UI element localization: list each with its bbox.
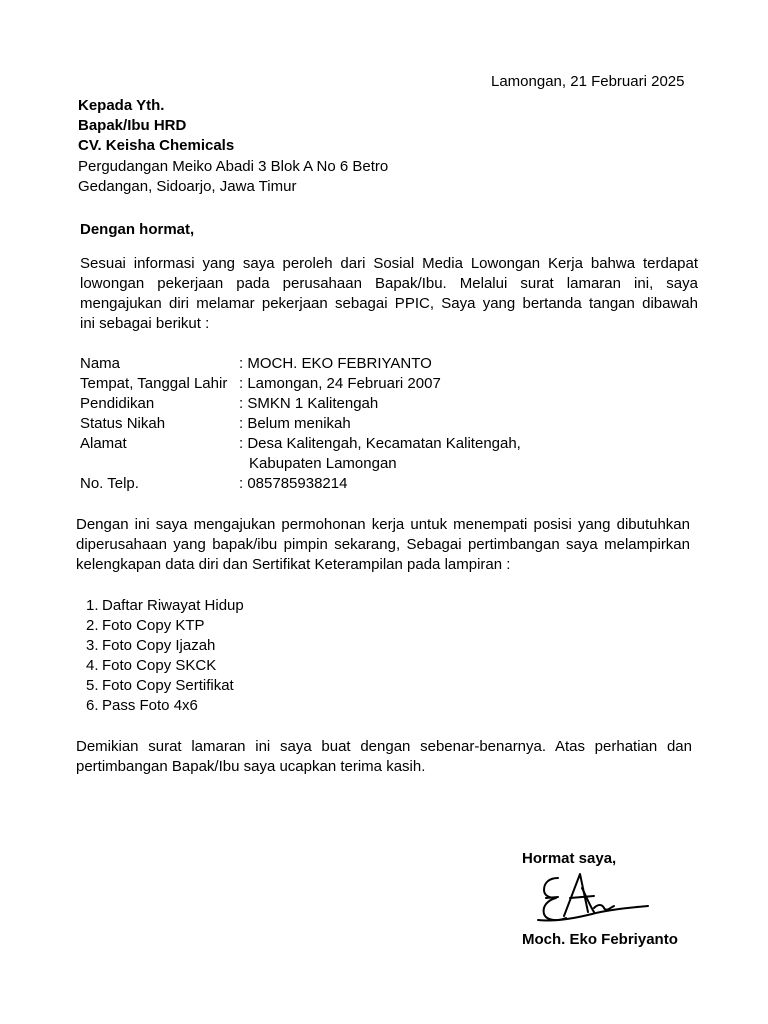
application-line-3: kelengkapan data diri dan Sertifikat Keterampilan pada lampiran : — [76, 556, 511, 573]
intro-line-2: lowongan pekerjaan pada perusahaan Bapak/Ibu. Melalui surat lamaran ini, saya — [80, 275, 698, 292]
place-date: Lamongan, 21 Februari 2025 — [491, 73, 685, 90]
signer-name: Moch. Eko Febriyanto — [522, 931, 678, 948]
list-number: 6. — [86, 697, 99, 714]
list-text: Pass Foto 4x6 — [102, 697, 198, 714]
list-number: 4. — [86, 657, 99, 674]
info-value: : SMKN 1 Kalitengah — [239, 395, 379, 412]
info-label: Alamat — [80, 435, 127, 452]
info-label: Tempat, Tanggal Lahir — [80, 375, 228, 392]
list-text: Daftar Riwayat Hidup — [102, 597, 244, 614]
application-line-1: Dengan ini saya mengajukan permohonan kerja untuk menempati posisi yang dibutuhkan — [76, 516, 690, 533]
recipient-line1: Kepada Yth. — [78, 97, 165, 114]
info-value: : 085785938214 — [239, 475, 348, 492]
list-text: Foto Copy Sertifikat — [102, 677, 234, 694]
closing-line-1: Demikian surat lamaran ini saya buat dengan sebenar-benarnya. Atas perhatian dan — [76, 738, 692, 755]
list-text: Foto Copy SKCK — [102, 657, 217, 674]
salutation: Dengan hormat, — [80, 221, 195, 238]
info-label: Nama — [80, 355, 121, 372]
info-value: : Desa Kalitengah, Kecamatan Kalitengah, — [239, 435, 521, 452]
closing-line-2: pertimbangan Bapak/Ibu saya ucapkan terima kasih. — [76, 758, 426, 775]
list-number: 5. — [86, 677, 99, 694]
intro-line-1: Sesuai informasi yang saya peroleh dari Sosial Media Lowongan Kerja bahwa terdapat — [80, 255, 698, 272]
list-text: Foto Copy KTP — [102, 617, 205, 634]
info-value: : MOCH. EKO FEBRIYANTO — [239, 355, 432, 372]
recipient-line2: Bapak/Ibu HRD — [78, 117, 187, 134]
recipient-address1: Pergudangan Meiko Abadi 3 Blok A No 6 Betro — [78, 158, 389, 175]
intro-line-4: ini sebagai berikut : — [80, 315, 210, 332]
list-number: 3. — [86, 637, 99, 654]
list-text: Foto Copy Ijazah — [102, 637, 216, 654]
intro-line-3: mengajukan diri melamar pekerjaan sebagai PPIC, Saya yang bertanda tangan dibawah — [80, 295, 698, 312]
recipient-address2: Gedangan, Sidoarjo, Jawa Timur — [78, 178, 297, 195]
sign-off: Hormat saya, — [522, 850, 617, 867]
info-label: Status Nikah — [80, 415, 166, 432]
recipient-company: CV. Keisha Chemicals — [78, 137, 235, 154]
info-label: Pendidikan — [80, 395, 155, 412]
signature-image — [536, 868, 656, 928]
info-label: No. Telp. — [80, 475, 139, 492]
application-line-2: diperusahaan yang bapak/ibu pimpin sekarang, Sebagai pertimbangan saya melampirkan — [76, 536, 690, 553]
list-number: 1. — [86, 597, 99, 614]
info-value: : Lamongan, 24 Februari 2007 — [239, 375, 441, 392]
list-number: 2. — [86, 617, 99, 634]
info-value: : Belum menikah — [239, 415, 351, 432]
info-value: Kabupaten Lamongan — [249, 455, 397, 472]
